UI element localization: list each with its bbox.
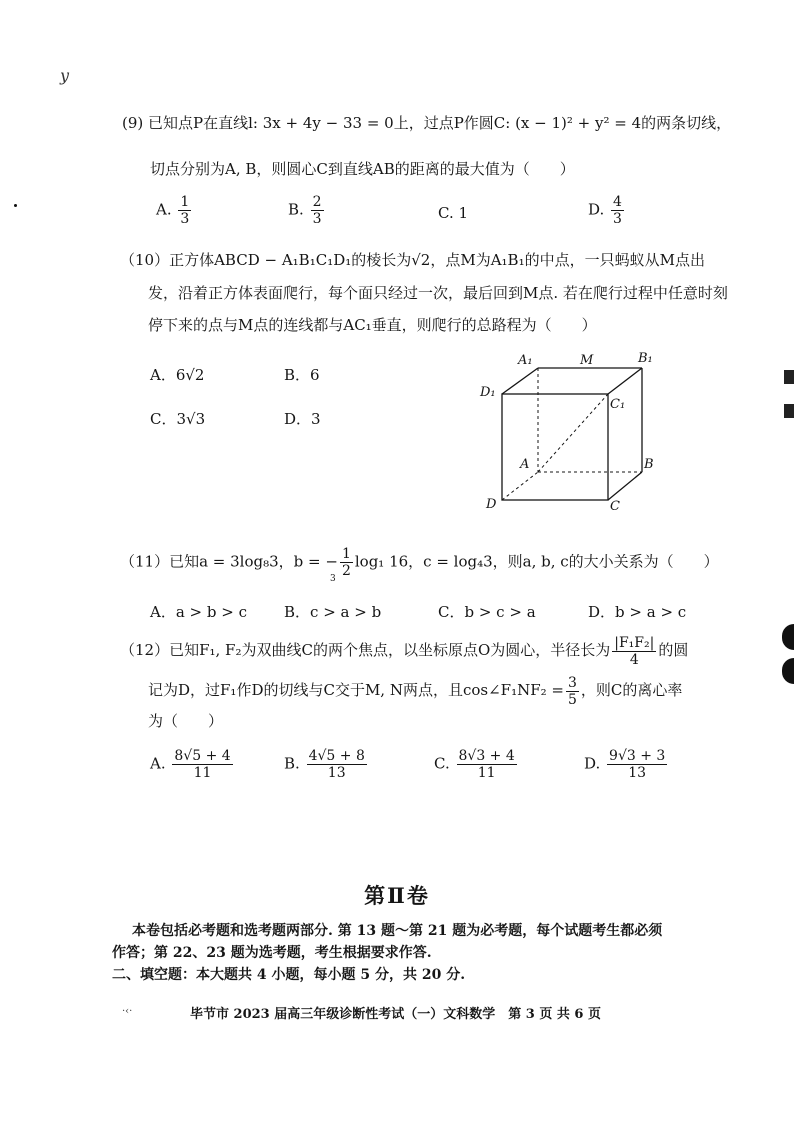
q9-option-a	[156, 194, 193, 227]
label-a1: A₁	[518, 353, 533, 368]
q11-option-c: C．b > c > a	[438, 603, 536, 621]
q9-option-d	[588, 194, 626, 227]
q10-line3: 停下来的点与M点的连线都与AC₁垂直，则爬行的总路程为（ ）	[148, 316, 597, 334]
q12-line2-b: ，则C的离心率	[580, 681, 683, 699]
section-para3: 二、填空题：本大题共 4 小题，每小题 5 分，共 20 分.	[112, 967, 466, 983]
q11-option-d: D．b > a > c	[588, 603, 687, 621]
page-footer: 毕节市 2023 届高三年级诊断性考试（一）文科数学 第 3 页 共 6 页	[190, 1007, 601, 1022]
corner-mark: 𝑦	[60, 66, 70, 85]
denominator: 13	[327, 765, 346, 781]
q10-option-b: B．6	[284, 366, 320, 384]
label-b: B	[644, 457, 654, 472]
numerator: 1	[341, 546, 351, 562]
fraction	[607, 748, 667, 781]
cube-hidden-edge	[502, 472, 538, 500]
numerator: 3	[567, 674, 577, 691]
q12-option-c	[434, 748, 519, 781]
scan-edge-mark	[784, 370, 794, 384]
q11-option-a: A．a > b > c	[150, 603, 247, 621]
option-letter: C.	[434, 754, 450, 773]
cube-edge	[502, 368, 538, 394]
q10-option-d: D．3	[284, 410, 321, 428]
numerator: 2	[312, 194, 322, 210]
fraction	[611, 194, 624, 227]
denominator: 3	[180, 211, 190, 227]
denominator: 11	[193, 765, 212, 781]
scan-edge-blot	[782, 624, 794, 650]
label-c1: C₁	[610, 397, 626, 412]
q9-option-b	[288, 194, 326, 227]
q12-option-d	[584, 748, 669, 781]
option-letter: A.	[150, 754, 166, 773]
fraction	[307, 748, 367, 781]
scan-edge-blot	[782, 658, 794, 684]
label-d1: D₁	[480, 385, 496, 400]
option-letter: D.	[584, 754, 601, 773]
option-letter: A.	[156, 200, 172, 219]
numerator: 9√3 + 3	[609, 748, 666, 764]
q12-line2-a: 记为D，过F₁作D的切线与C交于M, N两点，且cos∠F₁NF₂ =	[148, 681, 564, 699]
q12-option-a	[150, 748, 235, 781]
denominator: 3	[613, 211, 622, 227]
scan-edge-mark	[784, 404, 794, 418]
numerator: 1	[180, 194, 190, 210]
denominator: 3	[312, 211, 322, 227]
numerator: 4√5 + 8	[308, 748, 365, 764]
cube-figure	[474, 350, 664, 520]
section-para2: 作答；第 22、23 题为选考题，考生根据要求作答.	[112, 945, 432, 961]
denominator: 4	[629, 651, 639, 668]
fraction	[612, 635, 656, 668]
option-letter: B.	[284, 754, 300, 773]
fraction	[340, 546, 353, 579]
fraction	[172, 748, 232, 781]
denominator: 5	[567, 691, 577, 708]
fraction	[311, 194, 324, 227]
cube-front-face	[502, 394, 608, 500]
q10-option-c: C．3√3	[150, 410, 206, 428]
q12-line1-a: （12）已知F₁, F₂为双曲线C的两个焦点，以坐标原点O为圆心，半径长为	[120, 641, 611, 659]
diagonal-ac1	[538, 394, 608, 472]
label-m: M	[580, 353, 594, 368]
label-c: C	[610, 499, 620, 514]
q10-line2: 发，沿着正方体表面爬行，每个面只经过一次，最后回到M点. 若在爬行过程中任意时刻	[148, 284, 728, 302]
q9-line1: (9) 已知点P在直线l: 3x + 4y − 33 = 0上，过点P作圆C: (x − 1)² + y² = 4的两条切线，	[122, 114, 732, 132]
fraction	[457, 748, 517, 781]
numerator: 8√3 + 4	[458, 748, 515, 764]
q11-line1	[120, 546, 719, 579]
footer-scan-mark: ·‹·	[122, 1006, 133, 1017]
q12-option-b	[284, 748, 369, 781]
q12-line3: 为（ ）	[148, 712, 224, 730]
q11-part2: log₁ 16，c = log₄3，则a, b, c的大小关系为（ ）	[354, 552, 719, 571]
q10-option-a: A．6√2	[150, 366, 205, 384]
fraction	[178, 194, 191, 227]
q9-option-c: C. 1	[438, 204, 469, 222]
q12-line2	[148, 672, 682, 708]
section-title: 第Ⅱ卷	[364, 883, 430, 908]
q11-option-b: B．c > a > b	[284, 603, 382, 621]
label-a: A	[520, 457, 530, 472]
numerator: 4	[613, 194, 622, 210]
fraction	[566, 675, 579, 708]
q11-part1: （11）已知a = 3log₈3，b = −	[120, 552, 338, 571]
denominator: 2	[341, 563, 351, 579]
q9-line2: 切点分别为A, B，则圆心C到直线AB的距离的最大值为（ ）	[150, 160, 575, 178]
q10-line1: （10）正方体ABCD − A₁B₁C₁D₁的棱长为√2，点M为A₁B₁的中点，一只蚂蚁从M点出	[120, 251, 705, 269]
denominator: 13	[628, 765, 647, 781]
q12-line1-b: 的圆	[658, 641, 689, 659]
label-b1: B₁	[638, 351, 653, 366]
q11-log-base: 3	[330, 574, 336, 584]
numerator: |F₁F₂|	[614, 634, 655, 651]
option-letter: D.	[588, 200, 605, 219]
cube-edge	[608, 472, 642, 500]
scan-dot	[14, 204, 17, 207]
cube-edge	[608, 368, 642, 394]
denominator: 11	[477, 765, 496, 781]
option-letter: B.	[288, 200, 304, 219]
q12-line1	[120, 632, 688, 668]
label-d: D	[486, 497, 497, 512]
numerator: 8√5 + 4	[174, 748, 231, 764]
section-para1: 本卷包括必考题和选考题两部分. 第 13 题～第 21 题为必考题，每个试题考生都必须	[132, 923, 663, 939]
